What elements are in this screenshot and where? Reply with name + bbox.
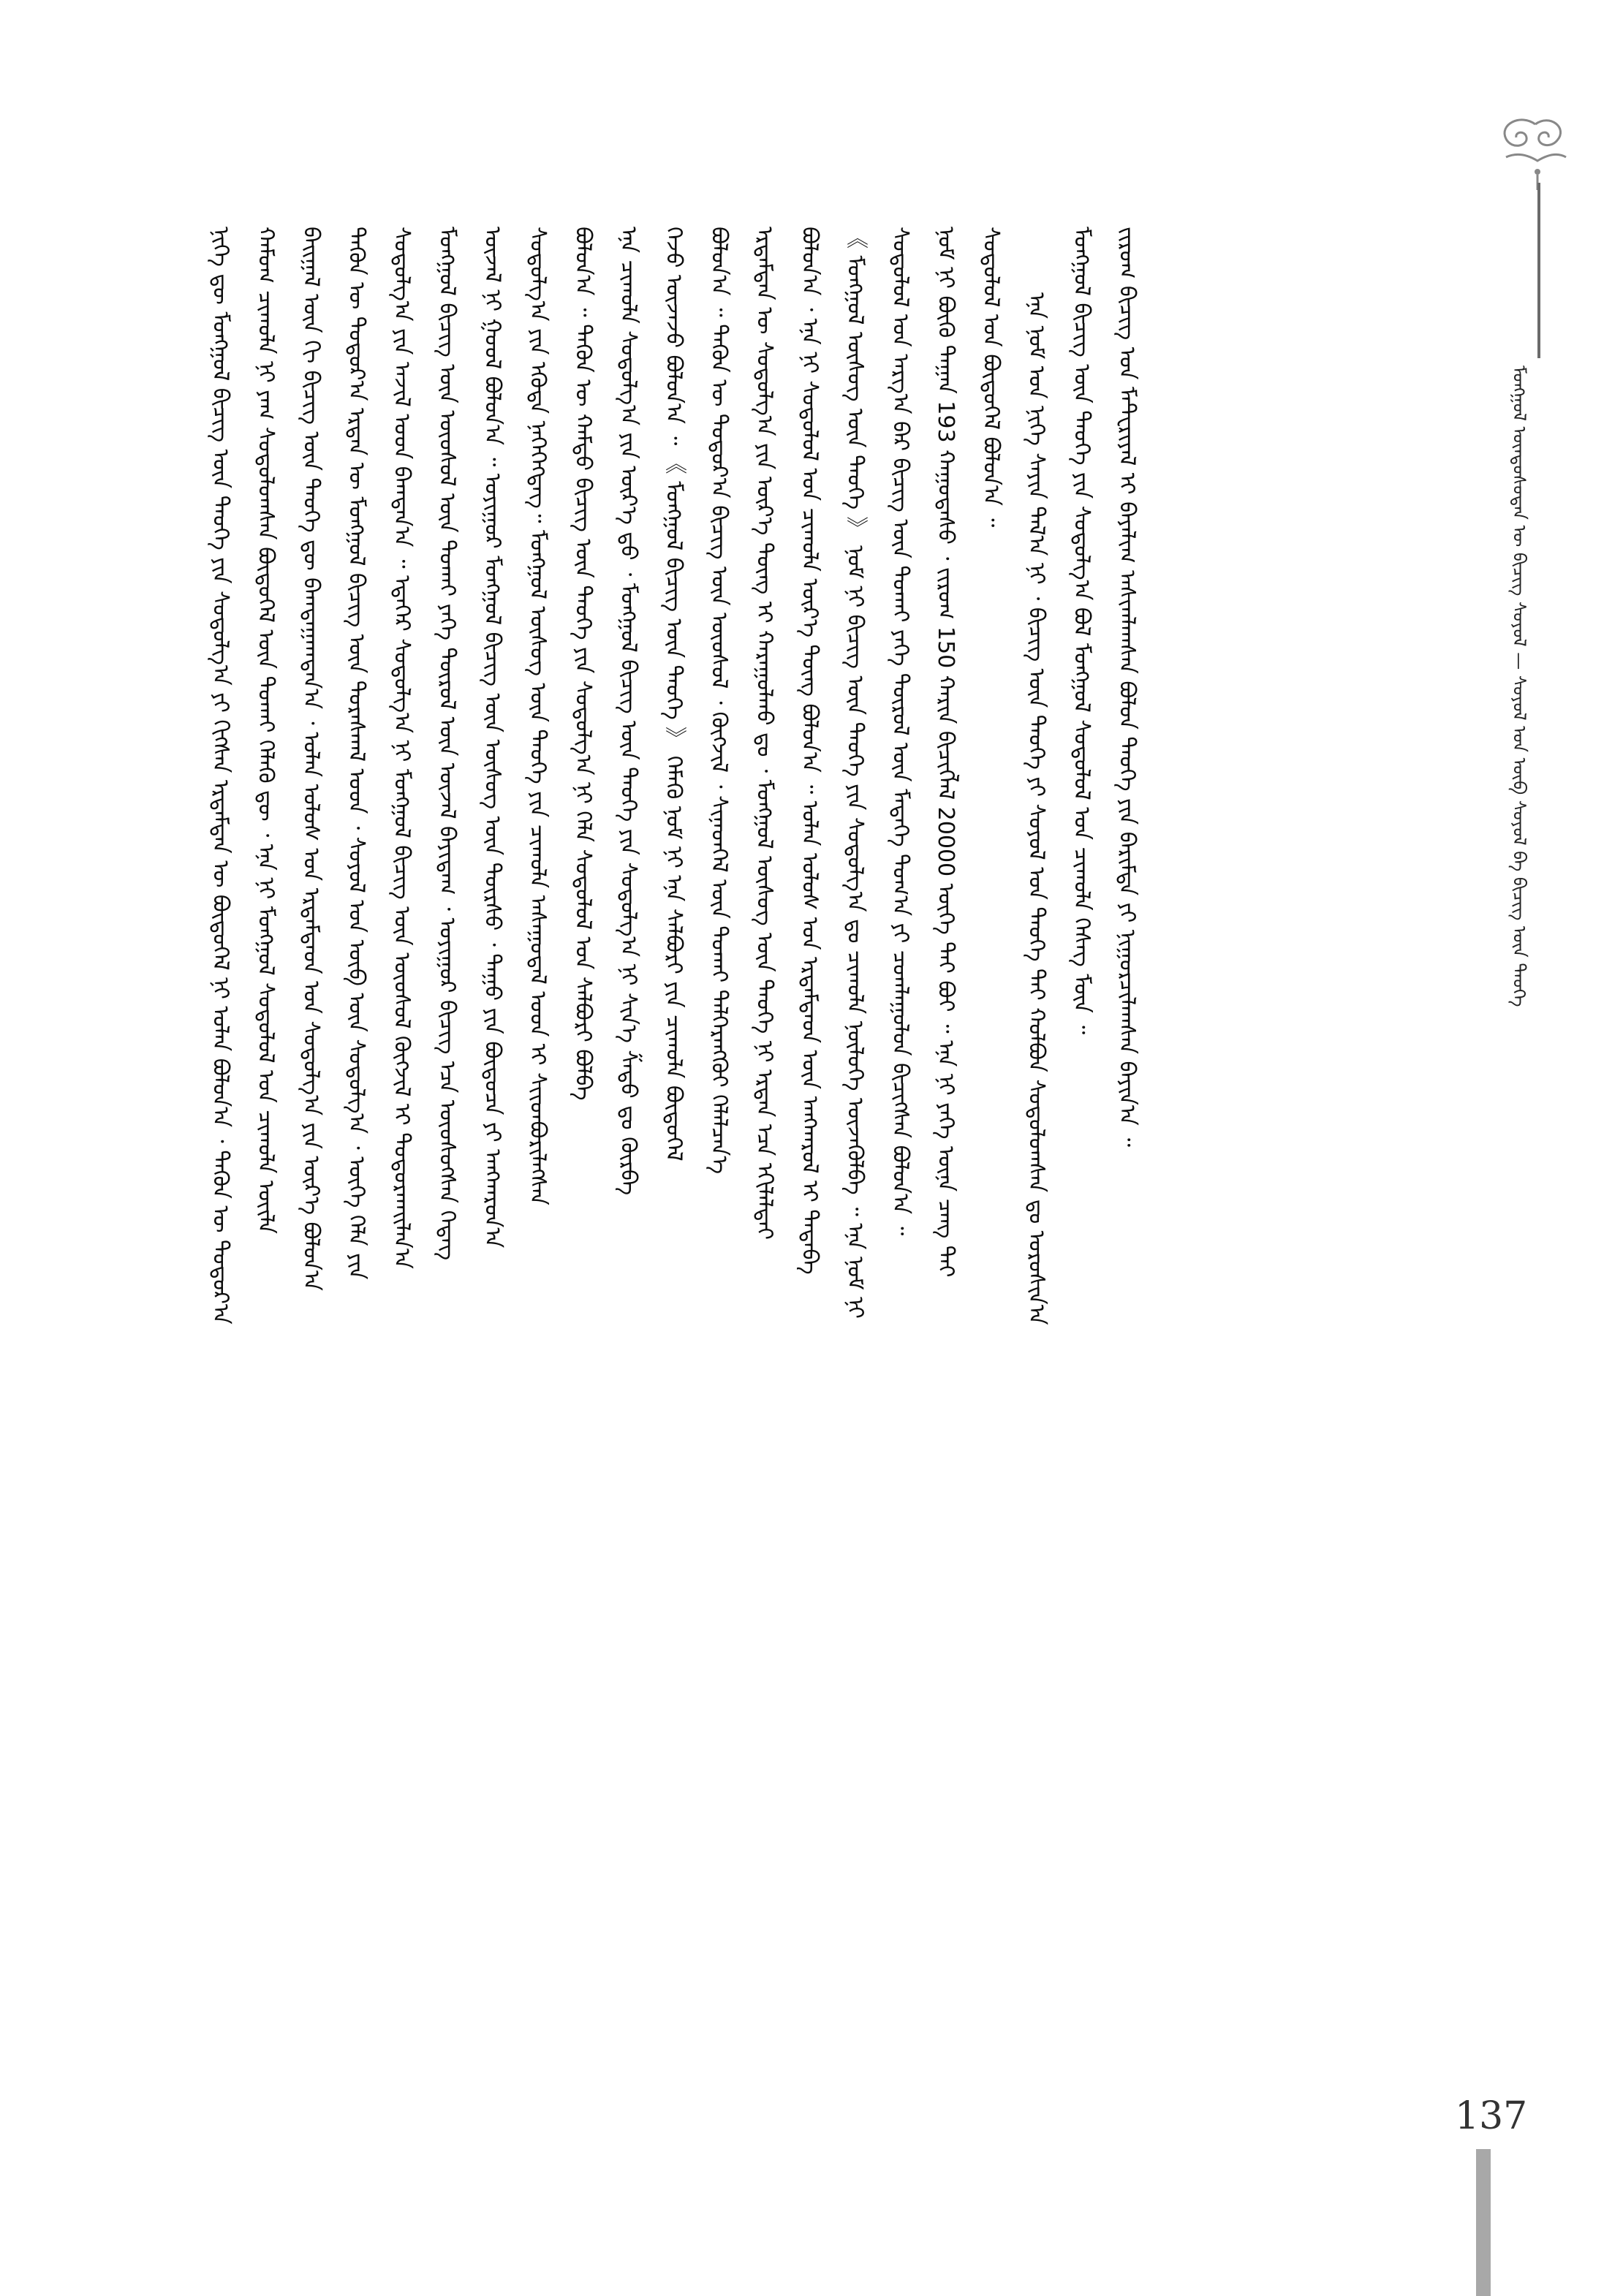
- text-column: ᠪᠠᠢᠭᠠᠯ ᠦᠨ ᠬᠢ ᠪᠢᠴᠢᠭ ᠦᠨ ᠲᠡᠦᠬᠡ ᠳᠦ ᠪᠠᠭᠲᠠᠭᠠᠭᠳᠠᠨ᠎ᠠ ᠂ ᠣᠯᠠᠨ ᠤᠯᠤᠰ ᠤᠨ ᠡᠷᠳᠡᠮᠲᠡᠳ ᠤᠨ ᠰᠤᠳᠤᠯᠭ᠎ᠠ ᠶᠢᠨ ᠦᠷ᠎ᠡ ᠪᠣᠯᠤᠨ᠎ᠠ: [298, 227, 324, 1291]
- text-column: ᠪᠣᠯᠤᠨ᠎ᠠ ᠂ ᠡᠨᠡ ᠨᠢ ᠰᠤᠳᠤᠯᠤᠯ ᠤᠨ ᠴᠢᠬᠤᠯᠠ ᠦᠷ᠎ᠡ ᠳᠦᠩ ᠪᠣᠯᠤᠨ᠎ᠠ ᠃ ᠣᠯᠠᠨ ᠤᠯᠤᠰ ᠤᠨ ᠡᠷᠳᠡᠮᠲᠡᠳ ᠦᠨ ᠠᠩᠬᠠᠷᠤᠯ ᠢ ᠲᠠᠲᠠᠪᠠ: [797, 227, 822, 1275]
- page-number: 137: [1455, 2094, 1528, 2138]
- side-tab: [1476, 2149, 1491, 2296]
- text-body: [197, 227, 1491, 2186]
- text-column: ᠪᠣᠯᠤᠨ᠎ᠠ ᠃ ᠲᠡᠭᠦᠨ ᠦ ᠳᠣᠲᠣᠷ᠎ᠠ ᠪᠢᠴᠢᠭ ᠦᠨ ᠦᠦᠰᠦᠯ ᠂ ᠬᠥᠭᠵᠢᠯ ᠂ ᠰᠢᠨᠡᠳᠭᠡᠯ ᠦᠨ ᠲᠤᠬᠠᠢ ᠳᠡᠯᠭᠡᠷᠡᠩᠭᠦᠢ ᠬᠡᠯᠡᠯᠴᠡᠨ᠎ᠡ: [706, 227, 732, 1175]
- text-column: ᠮᠣᠩᠭᠣᠯ ᠪᠢᠴᠢᠭ ᠦᠨ ᠦᠦᠰᠦᠯ ᠦᠨ ᠲᠤᠬᠠᠢ ᠶᠡᠬᠡ ᠲᠥᠷᠥᠯ ᠦᠨ ᠦᠵᠡᠯ ᠪᠠᠶᠢᠳᠠᠭ ᠂ ᠤᠶᠢᠭᠤᠷ ᠪᠢᠴᠢᠭ ᠡᠴᠡ ᠦᠦᠰᠦᠭᠰᠡᠨ ᠭᠡᠳᠡᠭ: [434, 227, 460, 1260]
- running-header: ᠮᠣᠩᠭᠣᠯ ᠦᠨᠳᠦᠰᠦᠲᠡᠨ ᠦ ᠪᠢᠴᠢᠭ ᠰᠣᠶᠣᠯ — ᠰᠣᠶᠣᠯ ᠤᠨ ᠦᠪ ᠰᠣᠶᠣᠯ ᠪᠠ ᠪᠢᠴᠢᠭ ᠦᠨ ᠲᠡᠦᠬᠡ: [1509, 365, 1529, 1007]
- text-column: ᠵᠢᠷᠤᠭ ᠪᠢᠴᠢᠭ ᠤᠨ ᠮᠠᠲ᠋ᠧᠷᠢᠶᠠᠯ ᠢ ᠪᠠᠶᠠᠯᠢᠭ ᠠᠰᠢᠭᠯᠠᠭᠰᠠᠨ ᠪᠣᠯᠣᠨ ᠲᠡᠦᠬᠡ ᠶᠢᠨ ᠪᠠᠷᠢᠮᠲᠠ ᠶᠢ ᠨᠢᠭᠤᠷᠴᠢᠯᠠᠭᠰᠠᠨ ᠪᠠᠶᠢᠨ᠎ᠠ ᠃: [1114, 227, 1140, 1148]
- text-column: ᠡᠨᠡ ᠨᠣᠮ ᠤᠨ ᠨᠢᠭᠡ ᠰᠠᠶᠢᠨ ᠲᠠᠯ᠎ᠠ ᠨᠢ ᠂ ᠪᠢᠴᠢᠭ ᠦᠨ ᠲᠡᠦᠬᠡ ᠶᠢ ᠰᠣᠶᠣᠯ ᠤᠨ ᠲᠡᠦᠬᠡ ᠲᠡᠢ ᠬᠣᠯᠪᠣᠨ ᠰᠤᠳᠤᠯᠤᠭᠰᠠᠨ ᠳᠤ ᠣᠷᠣᠰᠢᠨ᠎ᠠ: [1024, 292, 1049, 1325]
- text-column: ᠡᠨᠡ ᠴᠢᠬᠤᠯᠠ ᠰᠤᠳᠤᠯᠭ᠎ᠠ ᠶᠢᠨ ᠦᠷ᠎ᠡ ᠳ᠋ᠦ ᠂ ᠮᠣᠩᠭᠣᠯ ᠪᠢᠴᠢᠭ ᠦᠨ ᠲᠡᠦᠬᠡ ᠶᠢᠨ ᠰᠤᠳᠤᠯᠭ᠎ᠠ ᠨᠢ ᠰᠢᠨ᠎ᠡ ᠱᠠᠲᠤ ᠳᠤ ᠬᠦᠷᠪᠡ: [616, 227, 641, 1196]
- text-column: 《 ᠮᠣᠩᠭᠣᠯ ᠦᠰᠦᠭ ᠦᠨ ᠲᠡᠦᠬᠡ 》 ᠨᠣᠮ ᠨᠢ ᠪᠢᠴᠢᠭ ᠦᠨ ᠲᠡᠦᠬᠡ ᠶᠢᠨ ᠰᠤᠳᠤᠯᠭ᠎ᠠ ᠳᠤ ᠴᠢᠬᠤᠯᠠ ᠨᠥᠯᠦᠭᠡ ᠦᠵᠡᠭᠦᠯᠪᠡ ᠃ ᠡᠨᠡ ᠨᠣᠮ ᠨᠢ: [842, 227, 868, 1319]
- text-column: ᠮᠣᠩᠭᠣᠯ ᠪᠢᠴᠢᠭ ᠦᠨ ᠲᠡᠦᠬᠡ ᠶᠢᠨ ᠰᠤᠳᠤᠯᠭ᠎ᠠ ᠪᠣᠯ ᠮᠣᠩᠭᠣᠯ ᠰᠤᠳᠤᠯᠤᠯ ᠤᠨ ᠴᠢᠬᠤᠯᠠ ᠬᠡᠰᠡᠭ ᠮᠥᠨ ᠃: [1069, 227, 1094, 1035]
- text-column: ᠨᠢᠭᠡ ᠳᠦ ᠮᠣᠩᠭᠣᠯ ᠪᠢᠴᠢᠭ ᠦᠨ ᠲᠡᠦᠬᠡ ᠶᠢᠨ ᠰᠤᠳᠤᠯᠭ᠎ᠠ ᠶᠢ ᠬᠢᠭᠰᠡᠨ ᠡᠷᠳᠡᠮᠲᠡᠨ ᠦ ᠪᠦᠲᠦᠭᠡᠯ ᠨᠢ ᠣᠯᠠᠨ ᠪᠣᠯᠤᠨ᠎ᠠ ᠂ ᠲᠡᠭᠦᠨ ᠦ ᠳᠣᠲᠣᠷ᠎ᠠ: [208, 227, 233, 1325]
- text-column: ᠡᠷᠳᠡᠮᠲᠡᠨ ᠦ ᠰᠤᠳᠤᠯᠭ᠎ᠠ ᠶᠢᠨ ᠦᠷ᠎ᠡ ᠳᠦᠩ ᠢ ᠬᠠᠷᠠᠭᠤᠯᠬᠤ ᠳᠤ ᠂ ᠮᠣᠩᠭᠣᠯ ᠦᠰᠦᠭ ᠦᠨ ᠲᠡᠦᠬᠡ ᠨᠢ ᠡᠷᠲᠡᠨ ᠡᠴᠡ ᠡᠬᠢᠯᠡᠯᠲᠡᠢ: [752, 227, 777, 1240]
- text-column: ᠰᠤᠳᠤᠯᠤᠯ ᠤᠨ ᠠᠷᠭ᠎ᠠ ᠪᠠᠷ ᠪᠢᠴᠢᠭ ᠦᠨ ᠲᠤᠬᠠᠢ ᠶᠡᠬᠡ ᠲᠥᠷᠥᠯ ᠦᠨ ᠮᠡᠳᠡᠭᠡ ᠲᠤᠭ᠎ᠠ ᠶᠢ ᠴᠤᠭᠯᠠᠭᠤᠯᠤᠨ ᠪᠢᠴᠢᠭᠰᠡᠨ ᠪᠣᠯᠤᠨ᠎ᠠ ᠃: [888, 227, 913, 1236]
- text-column: ᠦᠵᠡᠯ ᠨᠢ ᠭᠣᠣᠯ ᠪᠣᠯᠤᠨ᠎ᠠ ᠃ ᠤᠶᠢᠭᠤᠷ ᠮᠣᠩᠭᠣᠯ ᠪᠢᠴᠢᠭ ᠦᠨ ᠦᠰᠦᠭ ᠦᠨ ᠳᠦᠷᠰᠦ ᠂ ᠳᠠᠭᠤ ᠶᠢᠨ ᠪᠦᠲᠦᠴᠡ ᠶᠢ ᠠᠩᠬᠠᠷᠤᠨ᠎ᠠ: [480, 227, 505, 1249]
- ornament-icon: [1484, 117, 1572, 190]
- text-column: ᠲᠡᠭᠦᠨ ᠦ ᠳᠣᠲᠣᠷ᠎ᠠ ᠡᠷᠲᠡᠨ ᠦ ᠮᠣᠩᠭᠣᠯ ᠪᠢᠴᠢᠭ ᠦᠨ ᠳᠤᠷᠠᠰᠬᠠᠯ ᠤᠳ ᠂ ᠰᠣᠶᠣᠯ ᠤᠨ ᠥᠪ ᠦᠨ ᠰᠤᠳᠤᠯᠭ᠎ᠠ ᠂ ᠦᠭᠡ ᠬᠡᠯᠡ ᠶᠢᠨ: [344, 227, 369, 1280]
- text-column: ᠰᠤᠳᠤᠯᠭ᠎ᠠ ᠶᠢᠨ ᠠᠵᠢᠯ ᠤᠳ ᠪᠠᠭᠲᠠᠨ᠎ᠠ ᠃ ᠡᠳᠡᠭᠡᠷ ᠰᠤᠳᠤᠯᠭ᠎ᠠ ᠨᠢ ᠮᠣᠩᠭᠣᠯ ᠪᠢᠴᠢᠭ ᠦᠨ ᠦᠦᠰᠦᠯ ᠬᠥᠭᠵᠢᠯ ᠢ ᠲᠣᠳᠣᠷᠬᠠᠢᠯᠠᠨ᠎ᠠ: [389, 227, 415, 1269]
- text-column: ᠰᠤᠳᠤᠯᠤᠯ ᠤᠨ ᠪᠦᠲᠦᠭᠡᠯ ᠪᠣᠯᠤᠨ᠎ᠠ ᠃: [978, 227, 1004, 528]
- header-rule: [1537, 183, 1540, 358]
- text-column: ᠰᠤᠳᠤᠯᠭ᠎ᠠ ᠶᠢᠨ ᠡᠭᠦᠳᠡ ᠨᠡᠭᠡᠭᠡᠭᠳᠡᠭ᠃ ᠮᠣᠩᠭᠣᠯ ᠦᠰᠦᠭ ᠦᠨ ᠲᠡᠦᠬᠡ ᠶᠢᠨ ᠴᠢᠬᠤᠯᠠ ᠠᠰᠠᠭᠤᠳᠠᠯ ᠤᠳ ᠢ ᠰᠢᠢᠳᠪᠦᠷᠢᠯᠡᠭᠰᠡᠨ: [525, 227, 551, 1205]
- text-column: ᠬᠠᠮᠤᠭ ᠴᠢᠬᠤᠯᠠ ᠨᠢ ᠶᠠᠭ ᠰᠤᠳᠤᠯᠤᠭᠰᠠᠨ ᠪᠦᠲᠦᠭᠡᠯ ᠦᠨ ᠲᠤᠬᠠᠢ ᠬᠡᠯᠡᠬᠦ ᠳᠦ ᠂ ᠡᠨᠡ ᠨᠢ ᠮᠣᠩᠭᠣᠯ ᠰᠤᠳᠤᠯᠤᠯ ᠤᠨ ᠴᠢᠬᠤᠯᠠ ᠦᠢᠯᠡ: [253, 227, 279, 1234]
- text-column: ᠭᠡᠵᠦ ᠦᠵᠡᠵᠦ ᠪᠣᠯᠤᠨ᠎ᠠ ᠃ 《 ᠮᠣᠩᠭᠣᠯ ᠪᠢᠴᠢᠭ ᠦᠨ ᠲᠡᠦᠬᠡ 》 ᠬᠡᠮᠡᠬᠦ ᠨᠣᠮ ᠨᠢ ᠡᠨᠡ ᠰᠠᠯᠪᠤᠷᠢ ᠶᠢᠨ ᠴᠢᠬᠤᠯᠠ ᠪᠦᠲᠦᠭᠡᠯ: [661, 227, 686, 1162]
- text-column: ᠪᠣᠯᠤᠨ᠎ᠠ ᠃ ᠲᠡᠭᠦᠨ ᠦ ᠬᠠᠮᠲᠤ ᠪᠢᠴᠢᠭ ᠦᠨ ᠲᠡᠦᠬᠡ ᠶᠢᠨ ᠰᠤᠳᠤᠯᠭ᠎ᠠ ᠨᠢ ᠬᠡᠯᠡ ᠰᠤᠳᠤᠯᠤᠯ ᠤᠨ ᠰᠠᠯᠪᠤᠷᠢ ᠪᠣᠯᠪᠠ: [570, 227, 596, 1101]
- text-column: ᠨᠣᠮ ᠨᠢ ᠪᠦᠬᠦ ᠳᠠᠭᠠᠨ 193 ᠬᠠᠭᠤᠳᠠᠰᠤ ᠂ ᠵᠢᠷᠤᠭ 150 ᠬᠠᠷᠢᠨ ᠪᠢᠴᠢᠭᠯᠡᠯ 20000 ᠦᠭᠡ ᠲᠡᠢ ᠪᠤᠢ ᠃ ᠡᠨᠡ ᠨᠢ ᠶᠡᠬᠡ ᠦᠨᠡ ᠴᠡᠩ ᠲᠡᠢ: [933, 227, 958, 1278]
